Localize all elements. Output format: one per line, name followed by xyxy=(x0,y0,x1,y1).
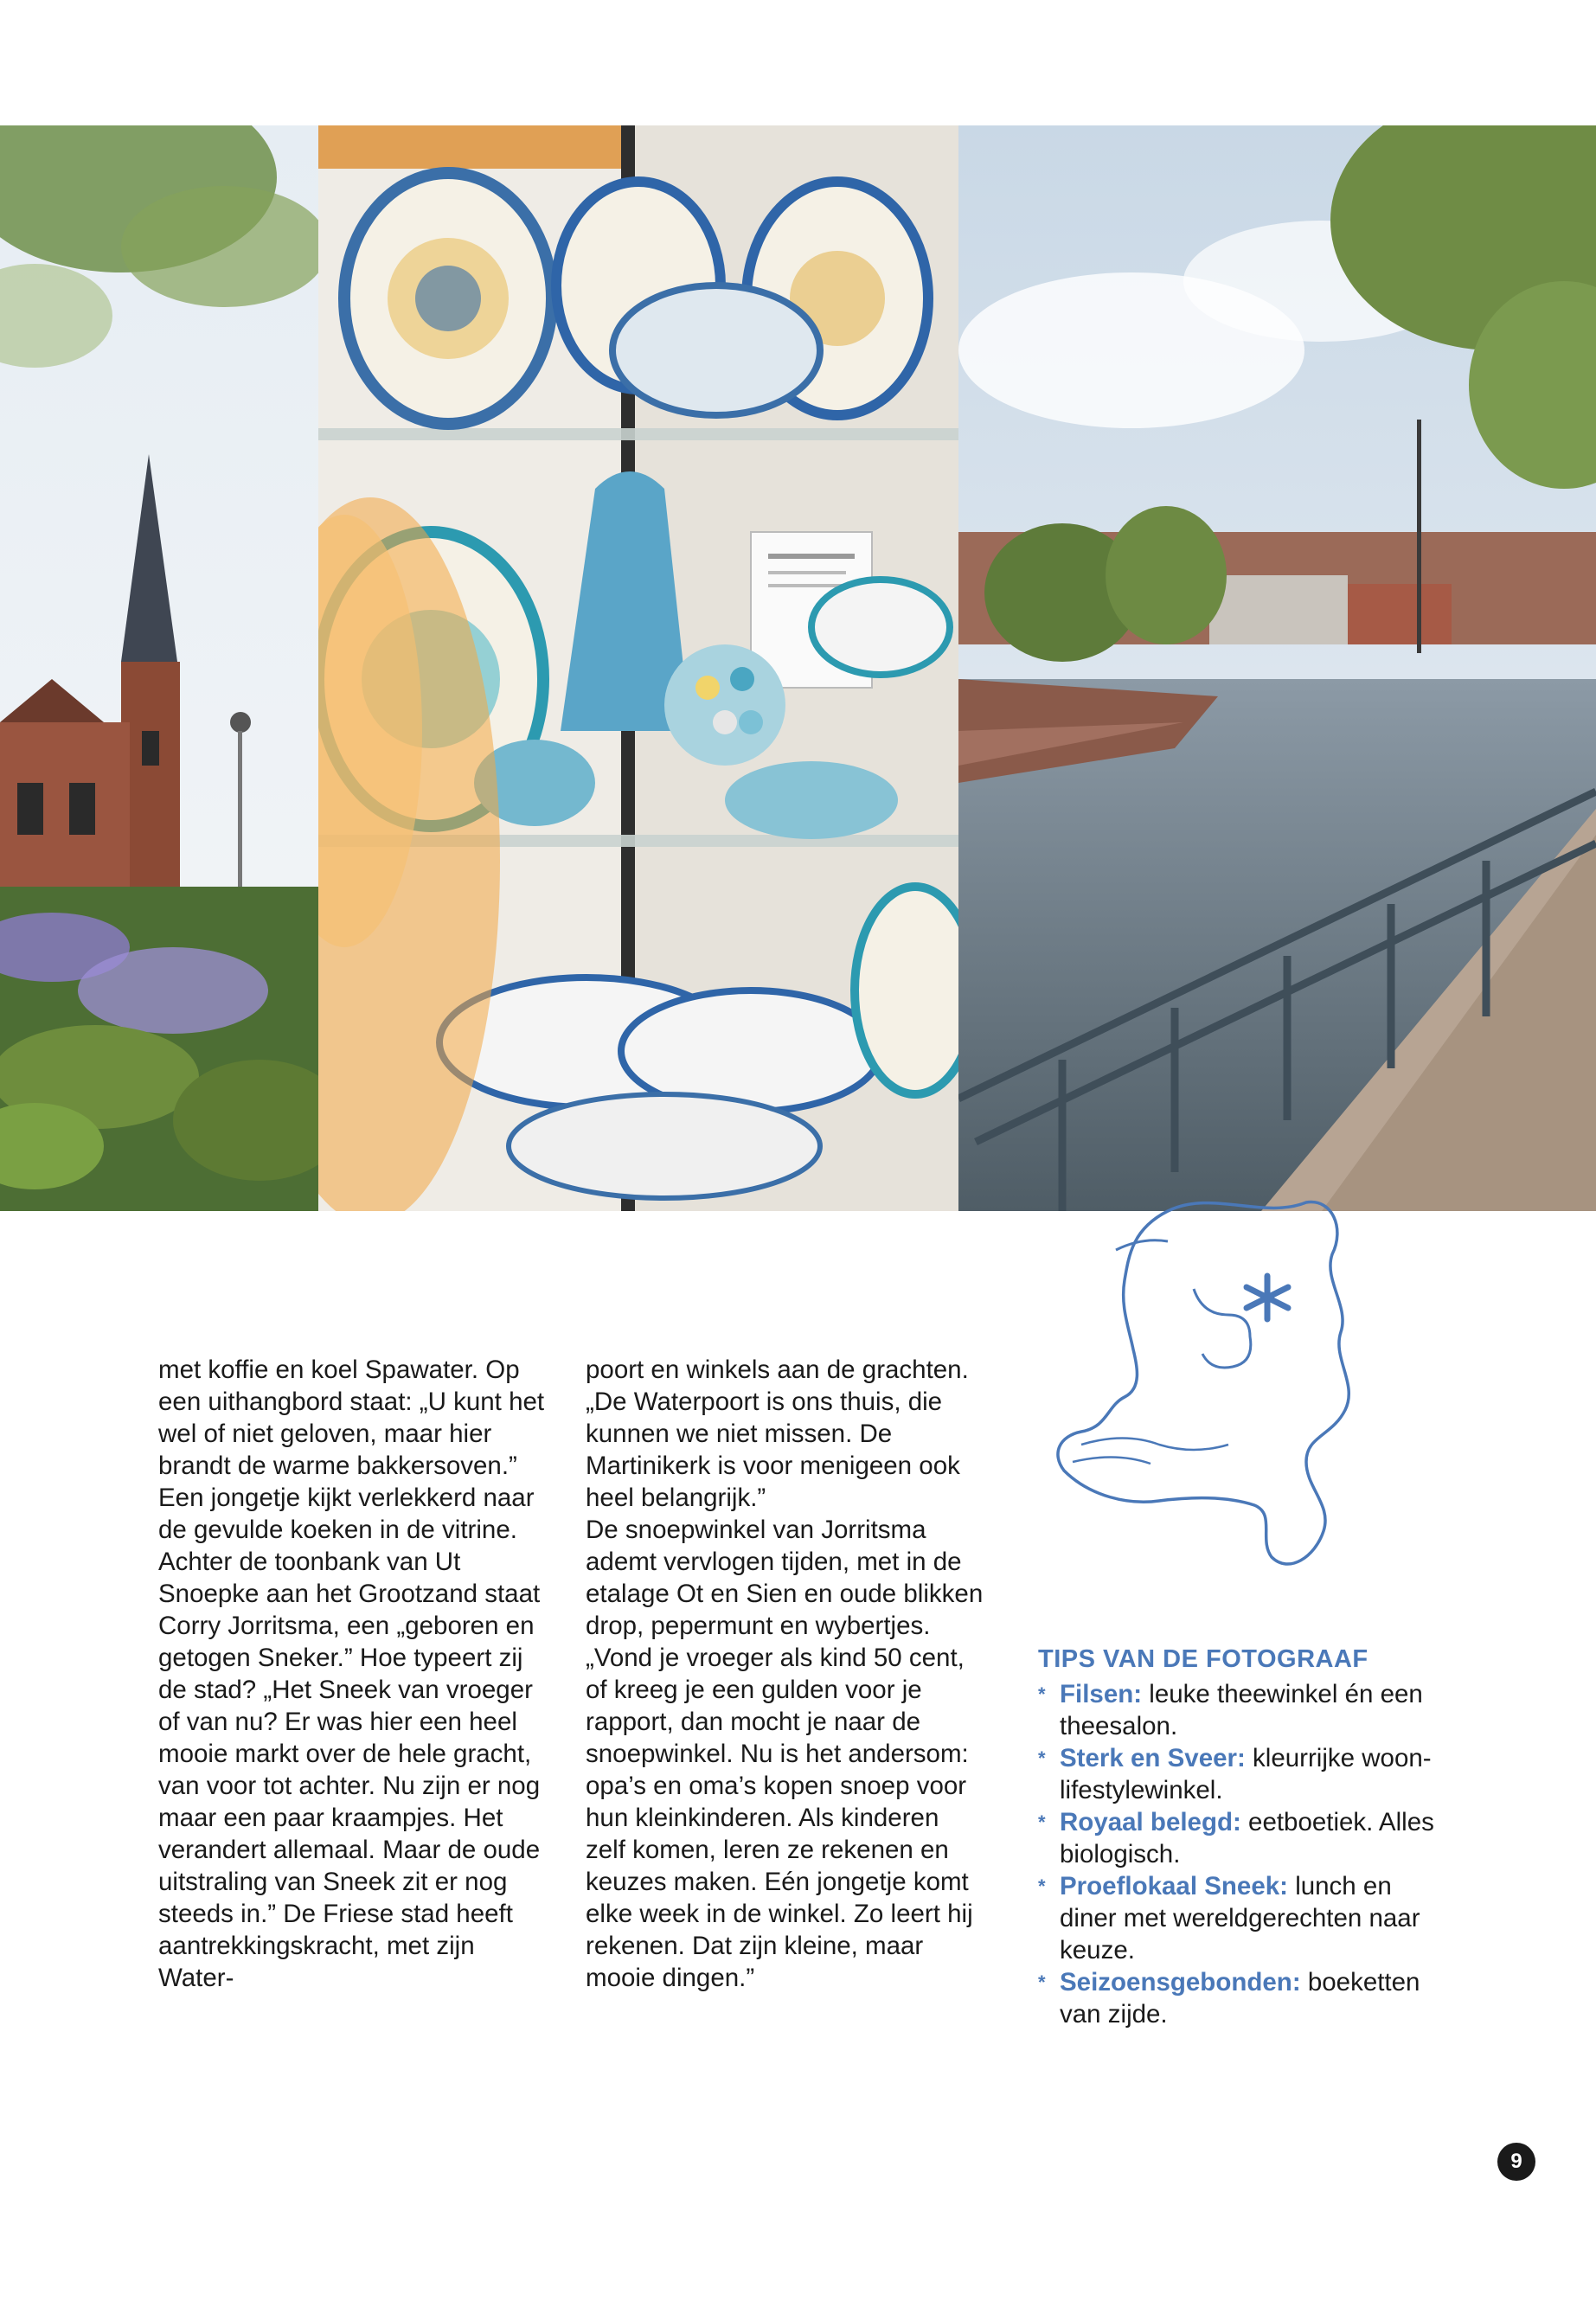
article-column-1 xyxy=(158,1354,556,1994)
tips-box xyxy=(1038,1644,1436,2030)
canal-photo xyxy=(958,125,1596,1211)
list-item xyxy=(1038,1966,1436,2030)
asterisk-icon: * xyxy=(1038,1747,1046,1769)
page-number: 9 xyxy=(1497,2143,1535,2181)
list-item xyxy=(1038,1806,1436,1870)
paragraph: De snoepwinkel van Jorritsma ademt vervlogen tijden, met in de etalage Ot en Sien en oude blikken drop, pepermunt en wybertjes. „Vond je vroeger als kind 50 cent, of kreeg je een gulden voor je rapport, dan mocht je naar de snoepwinkel. Nu is het andersom: opa’s en oma’s kopen snoep voor hun kleinkinderen. Als kinderen zelf komen, leren ze rekenen en keuzes maken. Eén jongetje komt elke week in de winkel. Zo leert hij rekenen. Dat zijn kleine, maar mooie dingen.” xyxy=(586,1516,984,1992)
paragraph: poort en winkels aan de grachten. „De Waterpoort is ons thuis, die kunnen we niet missen. De Martinikerk is voor menigeen ook heel belangrijk.” xyxy=(586,1356,969,1512)
asterisk-icon: * xyxy=(1038,1971,1046,1993)
netherlands-map-icon xyxy=(1047,1185,1375,1583)
asterisk-icon: * xyxy=(1038,1683,1046,1705)
list-item xyxy=(1038,1678,1436,1742)
tip-name: Proeflokaal Sneek: xyxy=(1060,1872,1288,1900)
article-column-2 xyxy=(586,1354,984,1994)
tip-text: leuke theewinkel én een theesalon. xyxy=(1060,1680,1423,1740)
tips-list xyxy=(1038,1678,1436,2030)
tips-heading: TIPS VAN DE FOTOGRAAF xyxy=(1038,1645,1368,1673)
tip-name: Sterk en Sveer: xyxy=(1060,1744,1246,1772)
tip-name: Royaal belegd: xyxy=(1060,1808,1241,1836)
asterisk-icon: * xyxy=(1038,1811,1046,1833)
tip-text: lunch en diner met wereldgerechten naar keuze. xyxy=(1060,1872,1420,1965)
sneek-church-photo xyxy=(0,125,318,1211)
tip-text: eetboetiek. Alles biologisch. xyxy=(1060,1808,1434,1868)
asterisk-icon: * xyxy=(1038,1875,1046,1897)
tip-name: Filsen: xyxy=(1060,1680,1143,1708)
ceramics-shop-photo xyxy=(318,125,958,1211)
list-item xyxy=(1038,1742,1436,1806)
tip-text: boeketten van zijde. xyxy=(1060,1968,1420,2029)
paragraph: met koffie en koel Spawater. Op een uithangbord staat: „U kunt het wel of niet geloven, maar hier brandt de warme bakkersoven.” Een jongetje kijkt verlekkerd naar de gevulde koeken in de vitrine. xyxy=(158,1356,545,1544)
paragraph: Achter de toonbank van Ut Snoepke aan het Grootzand staat Corry Jorritsma, een „geboren en getogen Sneker.” Hoe typeert zij de stad? „Het Sneek van vroeger of van nu? Er was hier een heel mooie markt over de hele gracht, van voor tot achter. Nu zijn er nog maar een paar kraampjes. Het verandert allemaal. Maar de oude uitstraling van Sneek zit er nog steeds in.” De Friese stad heeft aantrekkingskracht, met zijn Water- xyxy=(158,1548,541,1992)
tip-name: Seizoensgebonden: xyxy=(1060,1968,1301,1997)
tip-text: kleurrijke woon- lifestylewinkel. xyxy=(1060,1744,1432,1804)
list-item xyxy=(1038,1870,1436,1966)
